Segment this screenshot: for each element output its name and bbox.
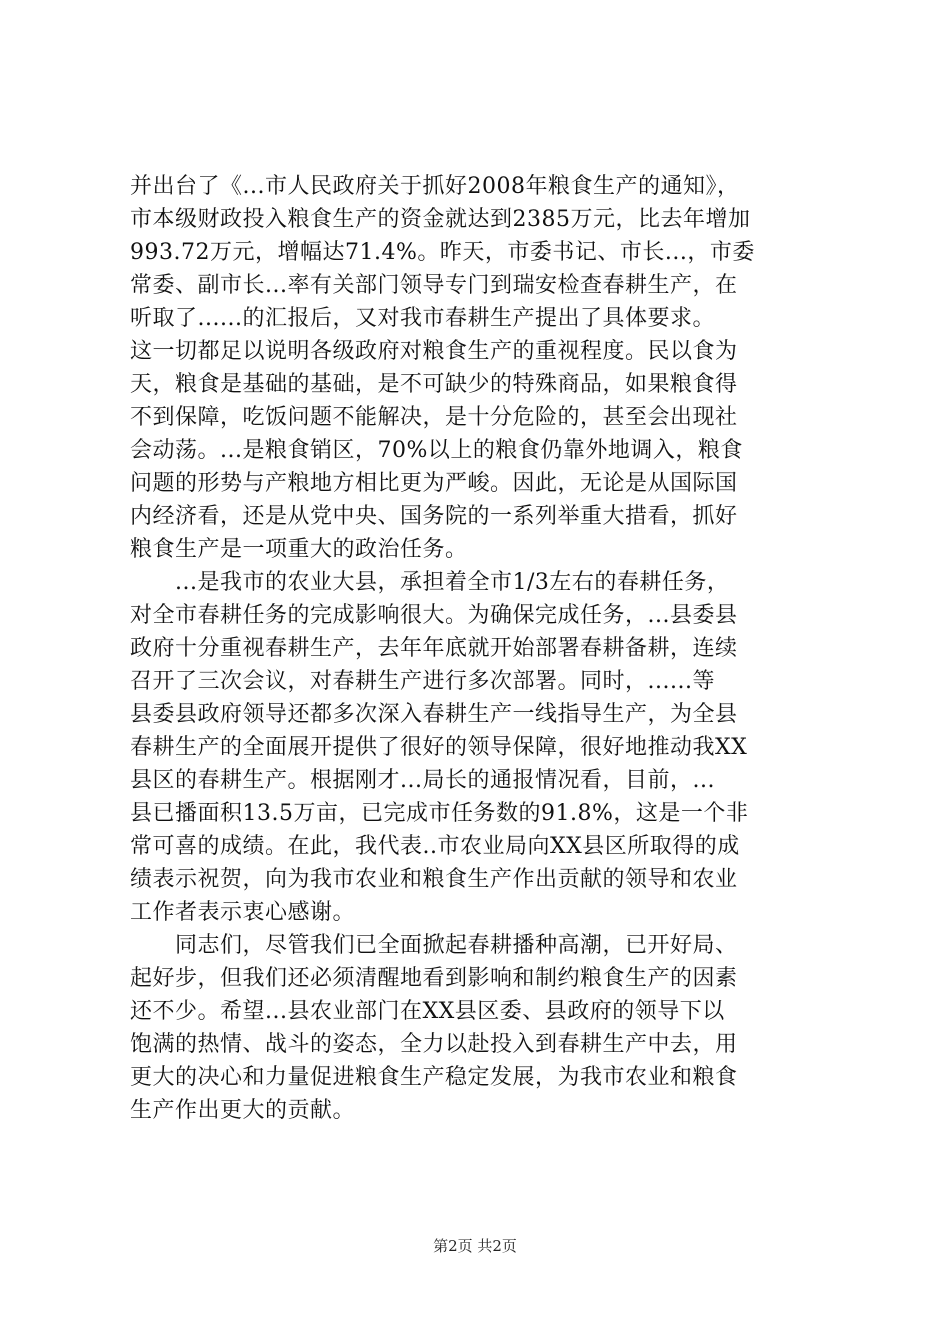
text-line: ...是我市的农业大县，承担着全市1/3左右的春耕任务， [130, 570, 730, 595]
text-line: 常委、副市长...率有关部门领导专门到瑞安检查春耕生产，在 [130, 273, 738, 298]
text-line: 县委县政府领导还都多次深入春耕生产一线指导生产，为全县 [130, 702, 738, 727]
text-line: 粮食生产是一项重大的政治任务。 [130, 537, 468, 562]
text-line: 993.72万元，增幅达71.4%。昨天，市委书记、市长...，市委 [130, 240, 755, 265]
text-line: 并出台了《...市人民政府关于抓好2008年粮食生产的通知》， [130, 174, 740, 199]
text-line: 问题的形势与产粮地方相比更为严峻。因此，无论是从国际国 [130, 471, 738, 496]
text-line: 对全市春耕任务的完成影响很大。为确保完成任务，...县委县 [130, 603, 738, 628]
text-line: 天，粮食是基础的基础，是不可缺少的特殊商品，如果粮食得 [130, 372, 738, 397]
text-line: 县区的春耕生产。根据刚才...局长的通报情况看，目前，... [130, 768, 715, 793]
text-line: 市本级财政投入粮食生产的资金就达到2385万元，比去年增加 [130, 207, 751, 232]
text-line: 工作者表示衷心感谢。 [130, 900, 356, 925]
text-line: 起好步，但我们还必须清醒地看到影响和制约粮食生产的因素 [130, 966, 738, 991]
text-line: 绩表示祝贺，向为我市农业和粮食生产作出贡献的领导和农业 [130, 867, 738, 892]
text-line: 饱满的热情、战斗的姿态，全力以赴投入到春耕生产中去，用 [130, 1032, 738, 1057]
text-line: 县已播面积13.5万亩，已完成市任务数的91.8%，这是一个非 [130, 801, 749, 826]
text-line: 生产作出更大的贡献。 [130, 1098, 356, 1123]
text-line: 更大的决心和力量促进粮食生产稳定发展，为我市农业和粮食 [130, 1065, 738, 1090]
text-line: 会动荡。...是粮食销区，70%以上的粮食仍靠外地调入，粮食 [130, 438, 743, 463]
text-line: 还不少。希望...县农业部门在XX县区委、县政府的领导下以 [130, 999, 725, 1024]
text-line: 不到保障，吃饭问题不能解决，是十分危险的，甚至会出现社 [130, 405, 738, 430]
text-line: 春耕生产的全面展开提供了很好的领导保障，很好地推动我XX [130, 735, 748, 760]
text-line: 同志们，尽管我们已全面掀起春耕播种高潮，已开好局、 [130, 933, 738, 958]
page-number-footer: 第2页 共2页 [433, 1237, 517, 1255]
text-line: 政府十分重视春耕生产，去年年底就开始部署春耕备耕，连续 [130, 636, 738, 661]
text-line: 内经济看，还是从党中央、国务院的一系列举重大措看，抓好 [130, 504, 738, 529]
body-text [130, 170, 830, 1127]
text-line: 召开了三次会议，对春耕生产进行多次部署。同时，......等 [130, 669, 715, 694]
text-line: 常可喜的成绩。在此，我代表..市农业局向XX县区所取得的成 [130, 834, 740, 859]
text-line: 听取了......的汇报后，又对我市春耕生产提出了具体要求。 [130, 306, 715, 331]
text-line: 这一切都足以说明各级政府对粮食生产的重视程度。民以食为 [130, 339, 738, 364]
